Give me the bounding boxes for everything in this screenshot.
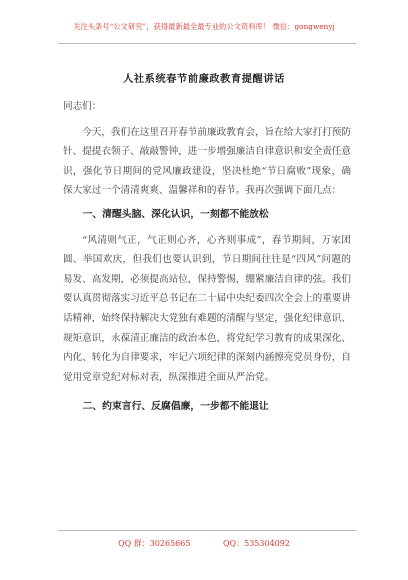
document-title: 人社系统春节前廉政教育提醒讲话 bbox=[123, 73, 285, 85]
footer-qq: QQ：535304092 bbox=[223, 539, 290, 548]
footer-qq-group: QQ 群：30265665 bbox=[118, 539, 191, 548]
salutation: 同志们： bbox=[63, 101, 102, 112]
header-promo-note: 关注头条号“公文研究”，获得最新最全最专业的公文资料库！ 微信：gongwenyj bbox=[73, 22, 335, 31]
section-1-paragraph: “风清则气正，气正则心齐，心齐则事成”，春节期间，万家团圆、举国欢庆，但我们也要认识到，节日期间往往是“四风”问题的易发、高发期，必须提高站位，保持警惕，绷紧廉洁自律的弦。我们要认真贯彻落实习近平总书记在二十届中央纪委四次全会上的重要讲话精神，始终保持解决大党独有难题的清醒与坚定，强化纪律意识、规矩意识，永葆清正廉洁的政治本色，将党纪学习教育的成果深化、内化、转化为自律要求，牢记六项纪律的深刻内涵擦亮党员身份，自觉用党章党纪对标对表，纵深推进全面从严治党。 bbox=[63, 234, 351, 383]
header-divider bbox=[58, 43, 356, 44]
footer-contacts bbox=[0, 538, 408, 549]
intro-paragraph: 今天，我们在这里召开春节前廉政教育会，旨在给大家打打预防针、提提衣领子、敲敲警钟，进一步增强廉洁自律意识和安全责任意识，强化节日期间的党风廉政建设，坚决杜绝“节日腐败”现象，确保大家过一个清清爽爽、温馨祥和的春节。我再次强调下面几点： bbox=[63, 126, 351, 197]
document-body bbox=[63, 97, 351, 417]
footer-divider bbox=[58, 530, 356, 531]
section-2-heading: 二、约束言行、反腐倡廉，一步都不能退让 bbox=[82, 401, 269, 413]
section-1-heading: 一、清醒头脑、深化认识，一刻都不能放松 bbox=[82, 208, 269, 220]
